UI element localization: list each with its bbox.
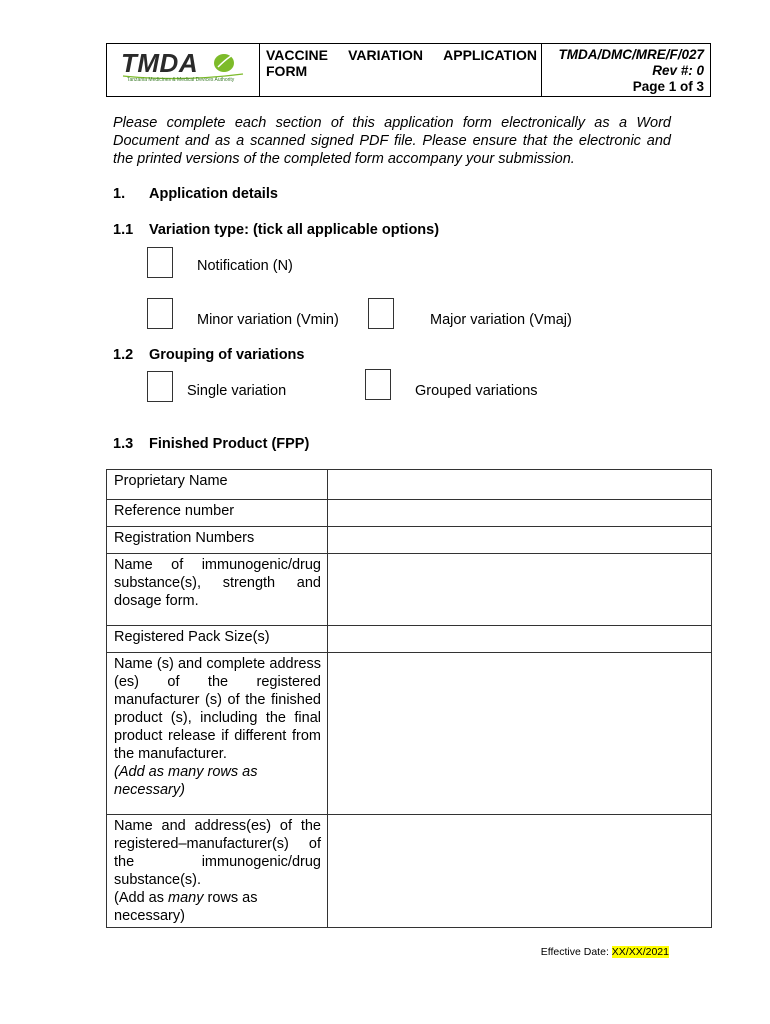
note-text: (Add as (114, 890, 168, 906)
section-number: 1. (113, 186, 126, 202)
substance-strength-field[interactable] (328, 554, 712, 626)
table-row (107, 815, 712, 928)
major-variation-label: Major variation (Vmaj) (430, 312, 572, 328)
table-row (107, 470, 712, 500)
proprietary-name-field[interactable] (328, 470, 712, 500)
row-note (114, 889, 321, 925)
table-row (107, 653, 712, 815)
title-word: APPLICATION (443, 47, 537, 63)
effective-date-value: XX/XX/2021 (611, 946, 669, 958)
row-label: Registration Numbers (107, 527, 328, 554)
effective-date-label: Effective Date: (540, 946, 612, 958)
minor-variation-checkbox[interactable] (147, 298, 173, 329)
table-row (107, 500, 712, 527)
table-row (107, 527, 712, 554)
effective-date (541, 946, 669, 958)
api-manufacturer-field[interactable] (328, 815, 712, 928)
table-row (107, 626, 712, 653)
grouped-variations-label: Grouped variations (415, 383, 538, 399)
doc-ref: TMDA/DMC/MRE/F/027 (558, 47, 704, 62)
document-header (106, 43, 711, 97)
section-title: Grouping of variations (149, 347, 305, 363)
title-word: VACCINE (266, 47, 328, 63)
reference-number-field[interactable] (328, 500, 712, 527)
section-title: Application details (149, 186, 278, 202)
title-word: VARIATION (348, 47, 424, 63)
table-row (107, 554, 712, 626)
note-text: rows as necessary) (114, 890, 258, 924)
section-number: 1.2 (113, 347, 134, 363)
logo-text: TMDA (121, 48, 199, 78)
section-title: Finished Product (FPP) (149, 436, 310, 452)
row-label: Name and address(es) of the registered–manufacturer(s) of the immunogenic/drug substance(s). (114, 818, 321, 888)
section-title: Variation type: (tick all applicable options) (149, 222, 440, 238)
row-label: Proprietary Name (107, 470, 328, 500)
single-variation-checkbox[interactable] (147, 371, 173, 402)
form-title (260, 44, 542, 96)
registration-numbers-field[interactable] (328, 527, 712, 554)
major-variation-checkbox[interactable] (368, 298, 394, 329)
page-number: Page 1 of 3 (632, 79, 704, 94)
pack-size-field[interactable] (328, 626, 712, 653)
minor-variation-label: Minor variation (Vmin) (197, 312, 339, 328)
finished-product-table (106, 469, 712, 928)
fpp-manufacturer-field[interactable] (328, 653, 712, 815)
notification-checkbox[interactable] (147, 247, 173, 278)
row-label: Reference number (107, 500, 328, 527)
document-reference (542, 44, 710, 96)
row-label-cell (107, 815, 328, 928)
row-note: (Add as many rows as necessary) (114, 764, 258, 798)
instructions-text: Please complete each section of this application form electronically as a Word Document and as a scanned signed PDF file. Please ensure that the electronic and the printed versions of the completed form accompany your submission. (113, 115, 671, 167)
row-label: Name (s) and complete address (es) of the registered manufacturer (s) of the finished product (s), including the final product release if different from the manufacturer. (114, 656, 321, 762)
revision: Rev #: 0 (652, 63, 704, 78)
row-label: Name of immunogenic/drug substance(s), strength and dosage form. (107, 554, 328, 626)
section-number: 1.1 (113, 222, 134, 238)
grouped-variations-checkbox[interactable] (365, 369, 391, 400)
logo-cell (107, 44, 260, 96)
section-number: 1.3 (113, 436, 134, 452)
notification-label: Notification (N) (197, 258, 293, 274)
single-variation-label: Single variation (187, 383, 287, 399)
logo-subtitle: Tanzania Medicines & Medical Devices Authority (127, 77, 235, 83)
note-emphasis: many (168, 890, 204, 906)
title-line-2: FORM (266, 63, 308, 79)
row-label-cell (107, 653, 328, 815)
row-label: Registered Pack Size(s) (107, 626, 328, 653)
tmda-logo (121, 50, 245, 90)
